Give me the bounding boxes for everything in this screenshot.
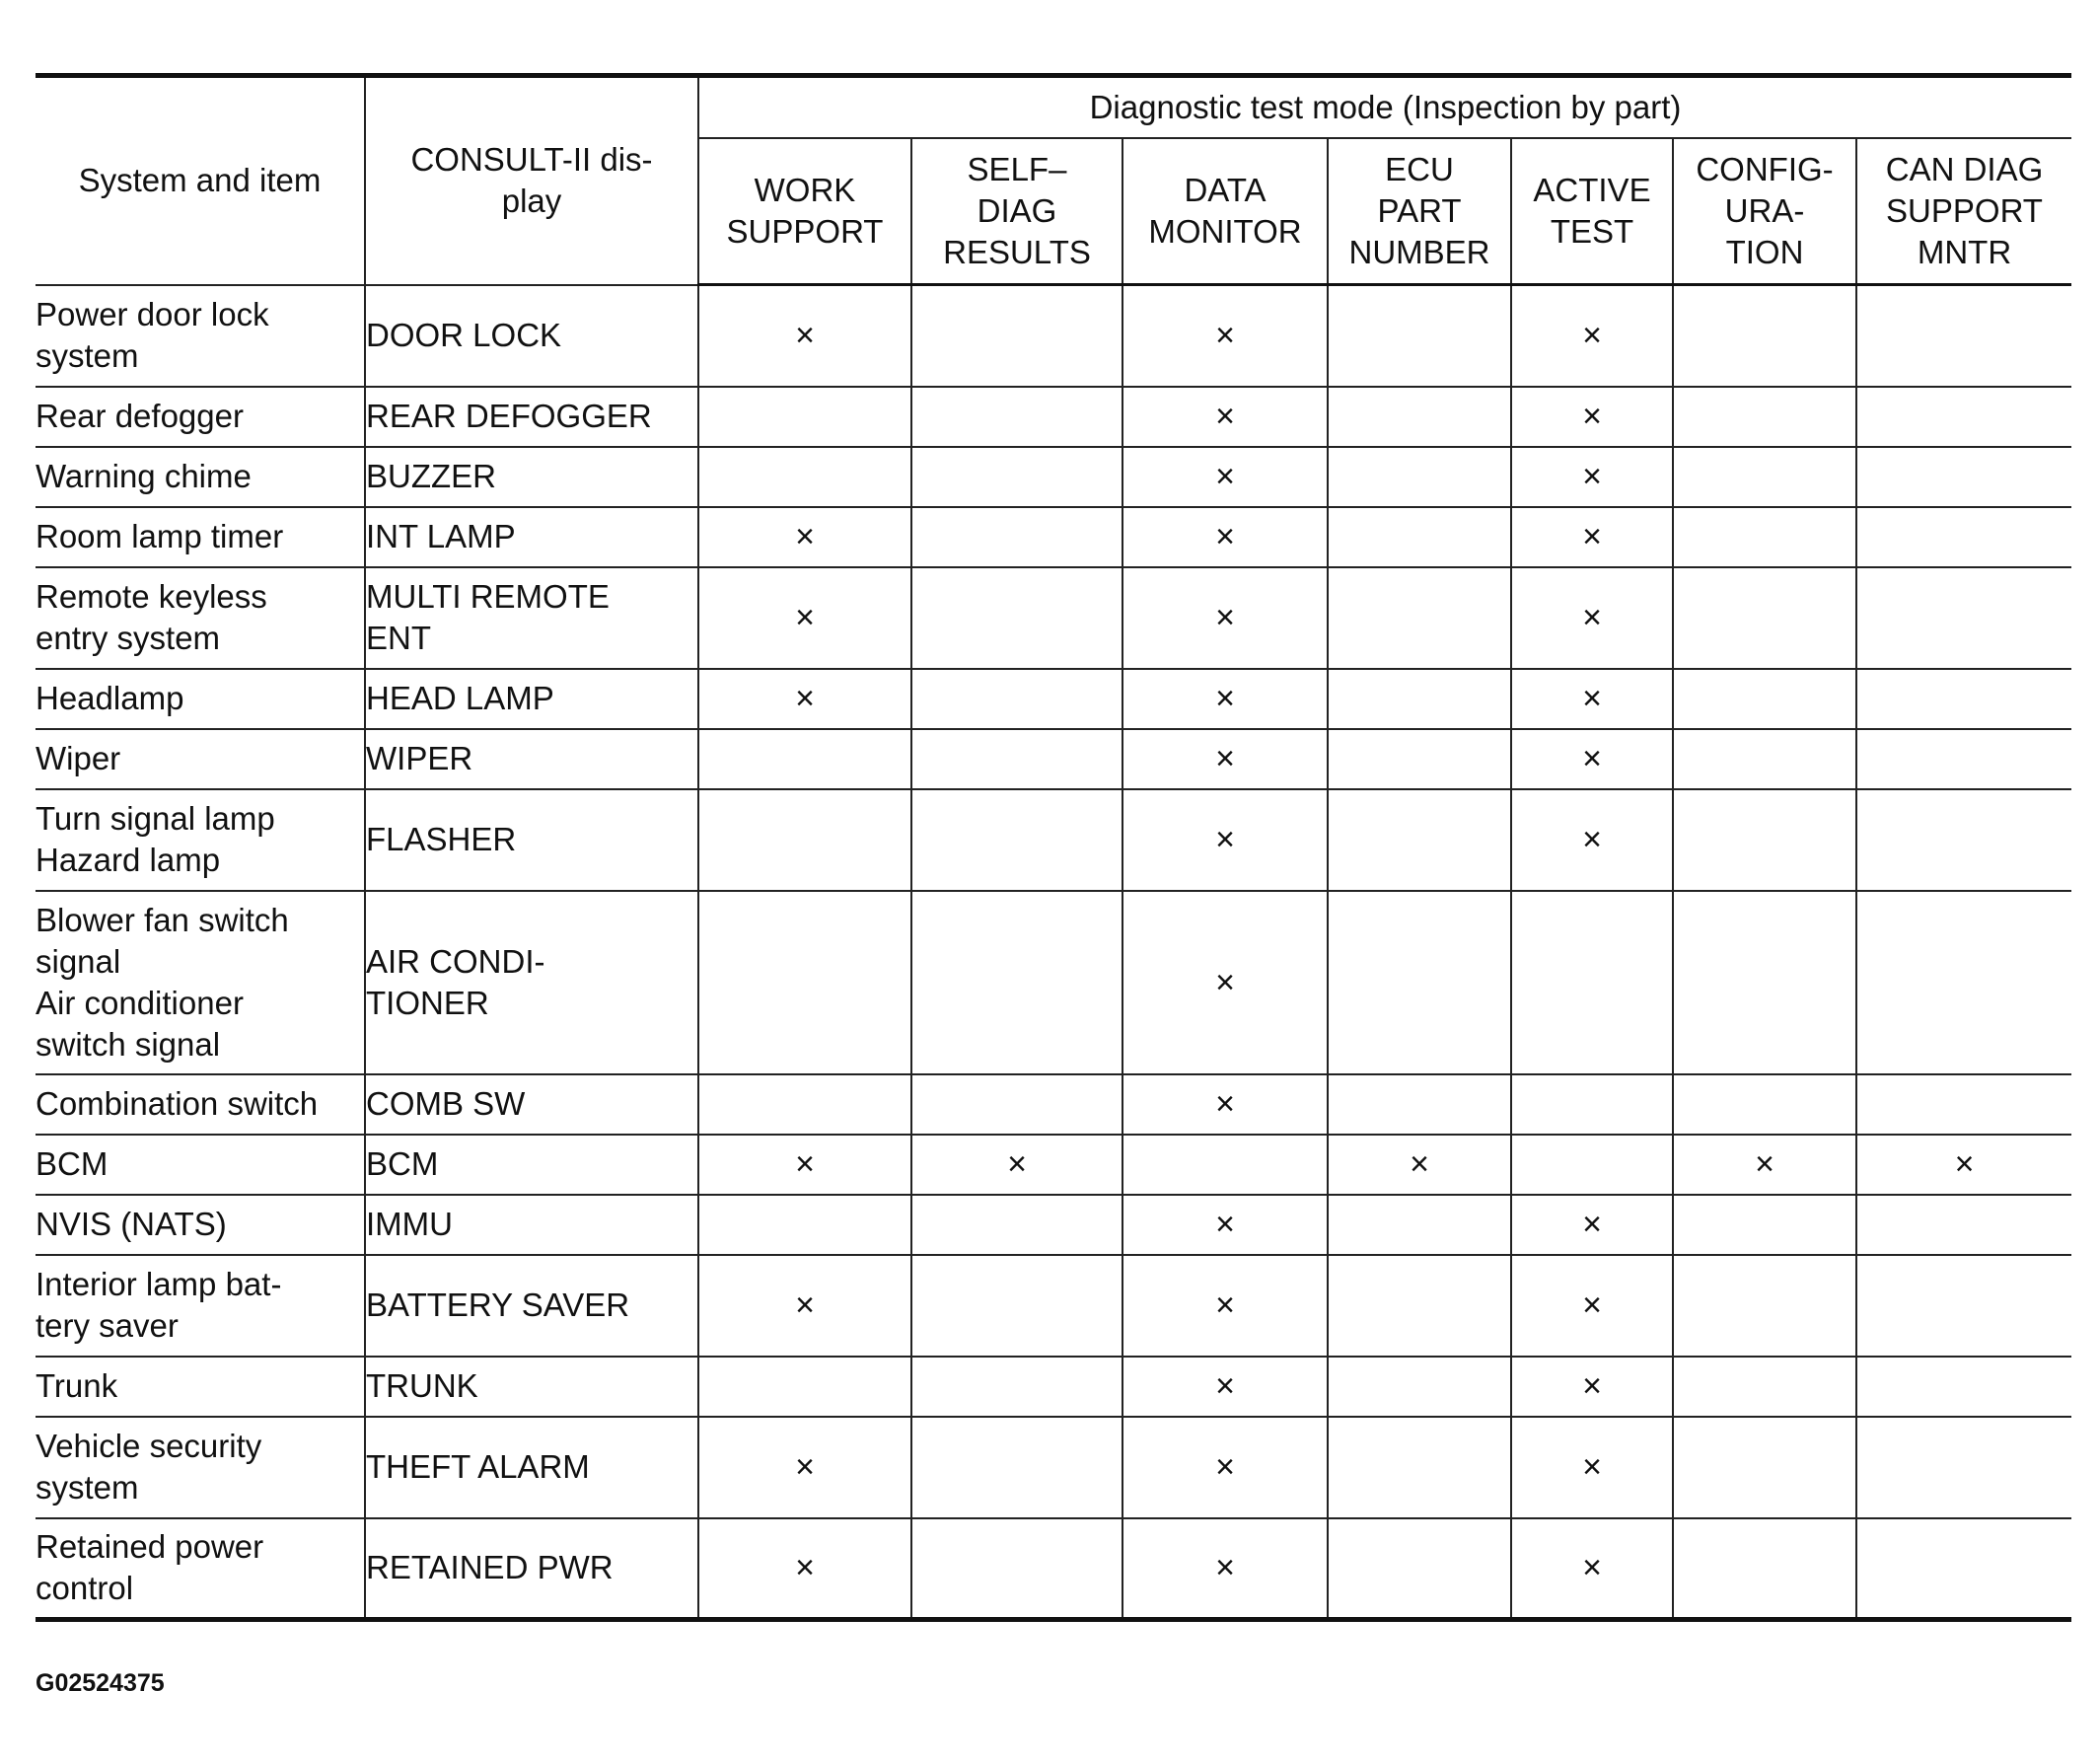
table-row — [36, 285, 2071, 387]
mark-cell-configuration — [1673, 1255, 1856, 1357]
system-item-cell: Turn signal lamp Hazard lamp — [36, 789, 365, 891]
mark-cell-ecu-part-number — [1328, 507, 1511, 567]
mark-cell-can-diag-support-mntr — [1856, 567, 2071, 669]
mark-cell-self-diag-results — [911, 567, 1122, 669]
table-row — [36, 729, 2071, 789]
system-item-cell: Retained power control — [36, 1518, 365, 1620]
consult-display-cell: BATTERY SAVER — [365, 1255, 698, 1357]
header-system-and-item: System and item — [36, 76, 365, 285]
mark-cell-self-diag-results — [911, 1518, 1122, 1620]
mark-cell-self-diag-results — [911, 891, 1122, 1074]
mark-cell-configuration — [1673, 447, 1856, 507]
mark-cell-can-diag-support-mntr — [1856, 387, 2071, 447]
table-row — [36, 387, 2071, 447]
mark-cell-ecu-part-number — [1328, 447, 1511, 507]
mark-cell-can-diag-support-mntr — [1856, 789, 2071, 891]
mark-cell-can-diag-support-mntr — [1856, 1255, 2071, 1357]
mark-cell-work-support: × — [698, 1417, 911, 1518]
mark-cell-work-support: × — [698, 1518, 911, 1620]
mark-cell-active-test: × — [1511, 1255, 1673, 1357]
consult-display-cell: FLASHER — [365, 789, 698, 891]
mark-cell-configuration — [1673, 567, 1856, 669]
mark-cell-self-diag-results: × — [911, 1135, 1122, 1195]
consult-display-cell: REAR DEFOGGER — [365, 387, 698, 447]
mark-cell-self-diag-results — [911, 789, 1122, 891]
mark-cell-work-support — [698, 1195, 911, 1255]
header-active-test: ACTIVE TEST — [1511, 138, 1673, 285]
mark-cell-configuration — [1673, 387, 1856, 447]
header-data-monitor: DATA MONITOR — [1122, 138, 1328, 285]
system-item-cell: Room lamp timer — [36, 507, 365, 567]
mark-cell-active-test: × — [1511, 1195, 1673, 1255]
mark-cell-configuration — [1673, 789, 1856, 891]
mark-cell-data-monitor: × — [1122, 507, 1328, 567]
mark-cell-ecu-part-number — [1328, 1518, 1511, 1620]
mark-cell-ecu-part-number — [1328, 1357, 1511, 1417]
mark-cell-ecu-part-number — [1328, 285, 1511, 387]
table-row — [36, 669, 2071, 729]
system-item-cell: Vehicle security system — [36, 1417, 365, 1518]
mark-cell-work-support — [698, 1074, 911, 1135]
consult-display-cell: RETAINED PWR — [365, 1518, 698, 1620]
consult-display-cell: AIR CONDI- TIONER — [365, 891, 698, 1074]
consult-display-cell: WIPER — [365, 729, 698, 789]
mark-cell-active-test: × — [1511, 1357, 1673, 1417]
table-row — [36, 1417, 2071, 1518]
consult-display-cell: DOOR LOCK — [365, 285, 698, 387]
mark-cell-configuration — [1673, 1417, 1856, 1518]
mark-cell-configuration — [1673, 285, 1856, 387]
table-row — [36, 1135, 2071, 1195]
mark-cell-work-support: × — [698, 1255, 911, 1357]
mark-cell-data-monitor: × — [1122, 447, 1328, 507]
mark-cell-data-monitor: × — [1122, 891, 1328, 1074]
mark-cell-configuration — [1673, 1074, 1856, 1135]
mark-cell-active-test: × — [1511, 789, 1673, 891]
mark-cell-work-support: × — [698, 567, 911, 669]
mark-cell-work-support — [698, 387, 911, 447]
system-item-cell: Rear defogger — [36, 387, 365, 447]
mark-cell-self-diag-results — [911, 285, 1122, 387]
mark-cell-active-test: × — [1511, 729, 1673, 789]
table-row — [36, 447, 2071, 507]
header-can-diag-support-mntr: CAN DIAG SUPPORT MNTR — [1856, 138, 2071, 285]
diagnostic-mode-table — [36, 73, 2071, 1622]
mark-cell-ecu-part-number — [1328, 891, 1511, 1074]
mark-cell-data-monitor: × — [1122, 789, 1328, 891]
header-diagnostic-test-mode: Diagnostic test mode (Inspection by part) — [698, 76, 2071, 139]
mark-cell-ecu-part-number — [1328, 729, 1511, 789]
mark-cell-data-monitor: × — [1122, 1195, 1328, 1255]
header-consult-display: CONSULT-II dis- play — [365, 76, 698, 285]
mark-cell-configuration — [1673, 1195, 1856, 1255]
mark-cell-self-diag-results — [911, 1357, 1122, 1417]
mark-cell-active-test: × — [1511, 567, 1673, 669]
mark-cell-ecu-part-number — [1328, 669, 1511, 729]
mark-cell-ecu-part-number — [1328, 567, 1511, 669]
mark-cell-can-diag-support-mntr — [1856, 1195, 2071, 1255]
mark-cell-can-diag-support-mntr — [1856, 891, 2071, 1074]
mark-cell-data-monitor: × — [1122, 387, 1328, 447]
mark-cell-active-test: × — [1511, 1518, 1673, 1620]
mark-cell-can-diag-support-mntr — [1856, 447, 2071, 507]
consult-display-cell: COMB SW — [365, 1074, 698, 1135]
consult-display-cell: BCM — [365, 1135, 698, 1195]
mark-cell-active-test: × — [1511, 447, 1673, 507]
mark-cell-ecu-part-number — [1328, 1195, 1511, 1255]
mark-cell-work-support: × — [698, 285, 911, 387]
mark-cell-data-monitor — [1122, 1135, 1328, 1195]
table-row — [36, 891, 2071, 1074]
mark-cell-active-test — [1511, 1074, 1673, 1135]
mark-cell-work-support: × — [698, 669, 911, 729]
consult-display-cell: TRUNK — [365, 1357, 698, 1417]
system-item-cell: Trunk — [36, 1357, 365, 1417]
mark-cell-active-test — [1511, 1135, 1673, 1195]
consult-display-cell: HEAD LAMP — [365, 669, 698, 729]
system-item-cell: NVIS (NATS) — [36, 1195, 365, 1255]
mark-cell-can-diag-support-mntr — [1856, 729, 2071, 789]
table-row — [36, 789, 2071, 891]
mark-cell-active-test: × — [1511, 1417, 1673, 1518]
table-row — [36, 567, 2071, 669]
mark-cell-active-test: × — [1511, 387, 1673, 447]
table-row — [36, 1074, 2071, 1135]
consult-display-cell: THEFT ALARM — [365, 1417, 698, 1518]
mark-cell-can-diag-support-mntr — [1856, 1074, 2071, 1135]
mark-cell-can-diag-support-mntr: × — [1856, 1135, 2071, 1195]
mark-cell-self-diag-results — [911, 387, 1122, 447]
mark-cell-self-diag-results — [911, 447, 1122, 507]
mark-cell-work-support: × — [698, 507, 911, 567]
mark-cell-active-test: × — [1511, 507, 1673, 567]
mark-cell-self-diag-results — [911, 1255, 1122, 1357]
system-item-cell: Interior lamp bat- tery saver — [36, 1255, 365, 1357]
mark-cell-configuration — [1673, 1518, 1856, 1620]
mark-cell-work-support — [698, 447, 911, 507]
header-ecu-part-number: ECU PART NUMBER — [1328, 138, 1511, 285]
mark-cell-work-support — [698, 1357, 911, 1417]
mark-cell-configuration: × — [1673, 1135, 1856, 1195]
table-row — [36, 1195, 2071, 1255]
mark-cell-ecu-part-number — [1328, 1255, 1511, 1357]
mark-cell-ecu-part-number: × — [1328, 1135, 1511, 1195]
mark-cell-ecu-part-number — [1328, 1074, 1511, 1135]
mark-cell-data-monitor: × — [1122, 1074, 1328, 1135]
consult-display-cell: IMMU — [365, 1195, 698, 1255]
system-item-cell: BCM — [36, 1135, 365, 1195]
mark-cell-work-support: × — [698, 1135, 911, 1195]
mark-cell-work-support — [698, 729, 911, 789]
figure-id: G02524375 — [36, 1669, 165, 1697]
mark-cell-self-diag-results — [911, 507, 1122, 567]
mark-cell-work-support — [698, 789, 911, 891]
table-row — [36, 1518, 2071, 1620]
mark-cell-data-monitor: × — [1122, 1255, 1328, 1357]
mark-cell-configuration — [1673, 891, 1856, 1074]
mark-cell-active-test: × — [1511, 669, 1673, 729]
mark-cell-can-diag-support-mntr — [1856, 1518, 2071, 1620]
mark-cell-can-diag-support-mntr — [1856, 1417, 2071, 1518]
mark-cell-configuration — [1673, 1357, 1856, 1417]
system-item-cell: Remote keyless entry system — [36, 567, 365, 669]
system-item-cell: Power door lock system — [36, 285, 365, 387]
system-item-cell: Wiper — [36, 729, 365, 789]
mark-cell-self-diag-results — [911, 729, 1122, 789]
mark-cell-self-diag-results — [911, 669, 1122, 729]
mark-cell-ecu-part-number — [1328, 387, 1511, 447]
mark-cell-data-monitor: × — [1122, 285, 1328, 387]
mark-cell-ecu-part-number — [1328, 789, 1511, 891]
mark-cell-ecu-part-number — [1328, 1417, 1511, 1518]
system-item-cell: Headlamp — [36, 669, 365, 729]
mark-cell-can-diag-support-mntr — [1856, 669, 2071, 729]
mark-cell-data-monitor: × — [1122, 1357, 1328, 1417]
mark-cell-data-monitor: × — [1122, 1417, 1328, 1518]
mark-cell-data-monitor: × — [1122, 567, 1328, 669]
table-row — [36, 1255, 2071, 1357]
mark-cell-configuration — [1673, 507, 1856, 567]
mark-cell-active-test: × — [1511, 285, 1673, 387]
system-item-cell: Warning chime — [36, 447, 365, 507]
consult-display-cell: BUZZER — [365, 447, 698, 507]
mark-cell-data-monitor: × — [1122, 1518, 1328, 1620]
system-item-cell: Combination switch — [36, 1074, 365, 1135]
consult-display-cell: MULTI REMOTE ENT — [365, 567, 698, 669]
mark-cell-data-monitor: × — [1122, 729, 1328, 789]
table-row — [36, 1357, 2071, 1417]
system-item-cell: Blower fan switch signal Air conditioner switch signal — [36, 891, 365, 1074]
mark-cell-can-diag-support-mntr — [1856, 285, 2071, 387]
mark-cell-data-monitor: × — [1122, 669, 1328, 729]
header-self-diag-results: SELF– DIAG RESULTS — [911, 138, 1122, 285]
table-row — [36, 507, 2071, 567]
mark-cell-work-support — [698, 891, 911, 1074]
header-work-support: WORK SUPPORT — [698, 138, 911, 285]
header-configuration: CONFIG- URA- TION — [1673, 138, 1856, 285]
mark-cell-configuration — [1673, 729, 1856, 789]
document-page — [36, 73, 2071, 1622]
mark-cell-configuration — [1673, 669, 1856, 729]
mark-cell-self-diag-results — [911, 1417, 1122, 1518]
mark-cell-can-diag-support-mntr — [1856, 1357, 2071, 1417]
consult-display-cell: INT LAMP — [365, 507, 698, 567]
mark-cell-can-diag-support-mntr — [1856, 507, 2071, 567]
mark-cell-self-diag-results — [911, 1195, 1122, 1255]
mark-cell-active-test — [1511, 891, 1673, 1074]
mark-cell-self-diag-results — [911, 1074, 1122, 1135]
